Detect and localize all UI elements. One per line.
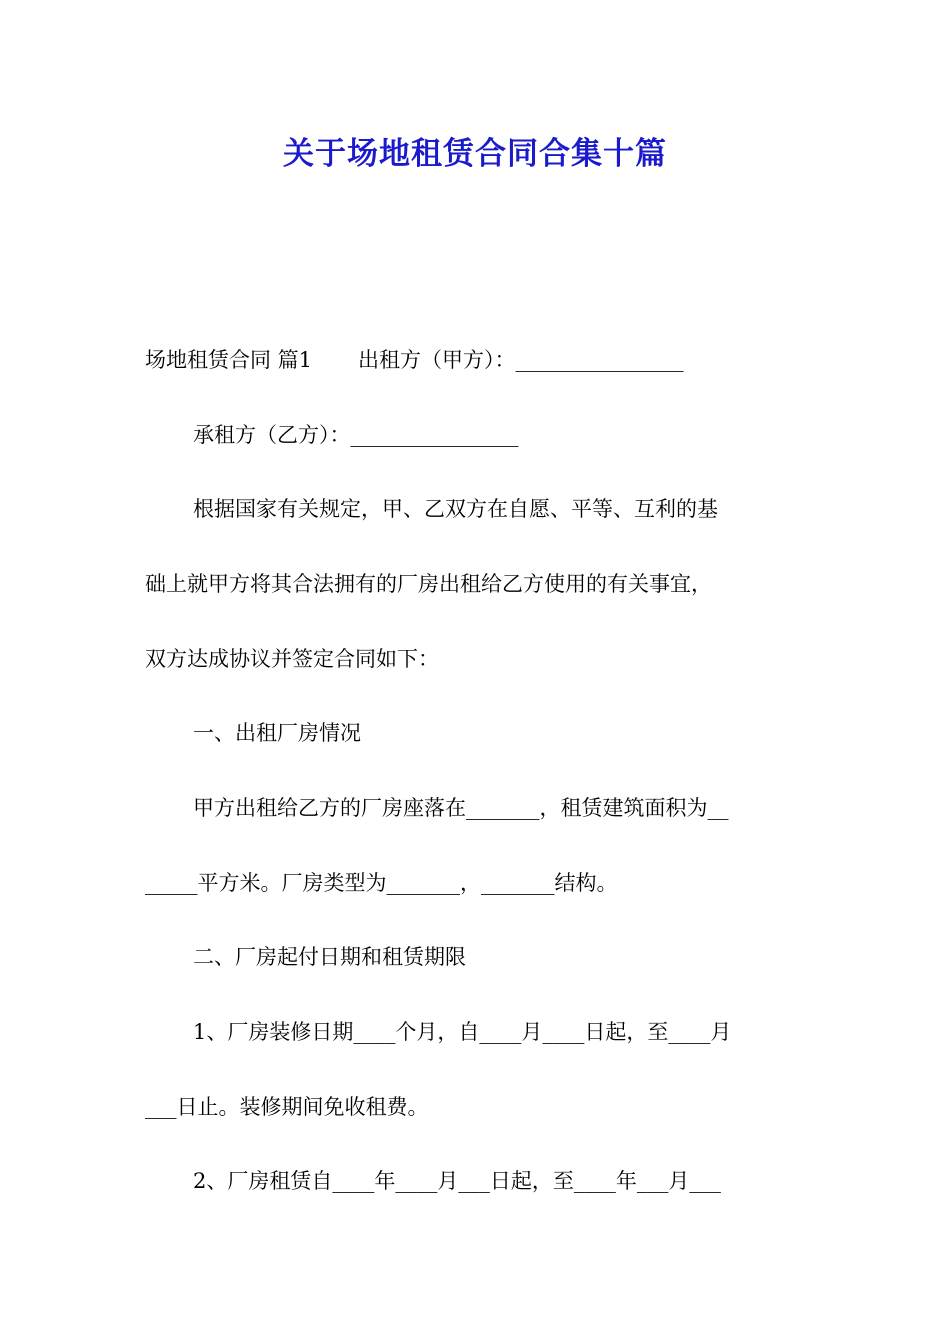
paragraph-line-5: 双方达成协议并签定合同如下： bbox=[145, 647, 439, 671]
lessee-field: 承租方（乙方）：________________ bbox=[193, 423, 519, 447]
document-title: 关于场地租赁合同合集十篇 bbox=[283, 136, 667, 172]
paragraph-line-8: _____平方米。厂房类型为_______，_______结构。 bbox=[145, 871, 618, 895]
section-heading: 场地租赁合同 篇1 bbox=[145, 348, 313, 372]
paragraph-line-4: 础上就甲方将其合法拥有的厂房出租给乙方使用的有关事宜， bbox=[145, 572, 712, 596]
paragraph-line-1 bbox=[145, 345, 810, 375]
section-heading-2: 二、厂房起付日期和租赁期限 bbox=[193, 945, 466, 969]
paragraph-line-3: 根据国家有关规定，甲、乙双方在自愿、平等、互利的基 bbox=[193, 497, 718, 521]
paragraph-line-11: ___日止。装修期间免收租费。 bbox=[145, 1095, 429, 1119]
paragraph-line-7: 甲方出租给乙方的厂房座落在_______，租赁建筑面积为__ bbox=[193, 796, 729, 820]
section-heading-1: 一、出租厂房情况 bbox=[193, 721, 361, 745]
paragraph-line-10: 1、厂房装修日期____个月，自____月____日起，至____月 bbox=[193, 1020, 732, 1044]
lessor-field: 出租方（甲方）：________________ bbox=[358, 348, 684, 372]
paragraph-line-12: 2、厂房租赁自____年____月___日起，至____年___月___ bbox=[193, 1169, 721, 1193]
